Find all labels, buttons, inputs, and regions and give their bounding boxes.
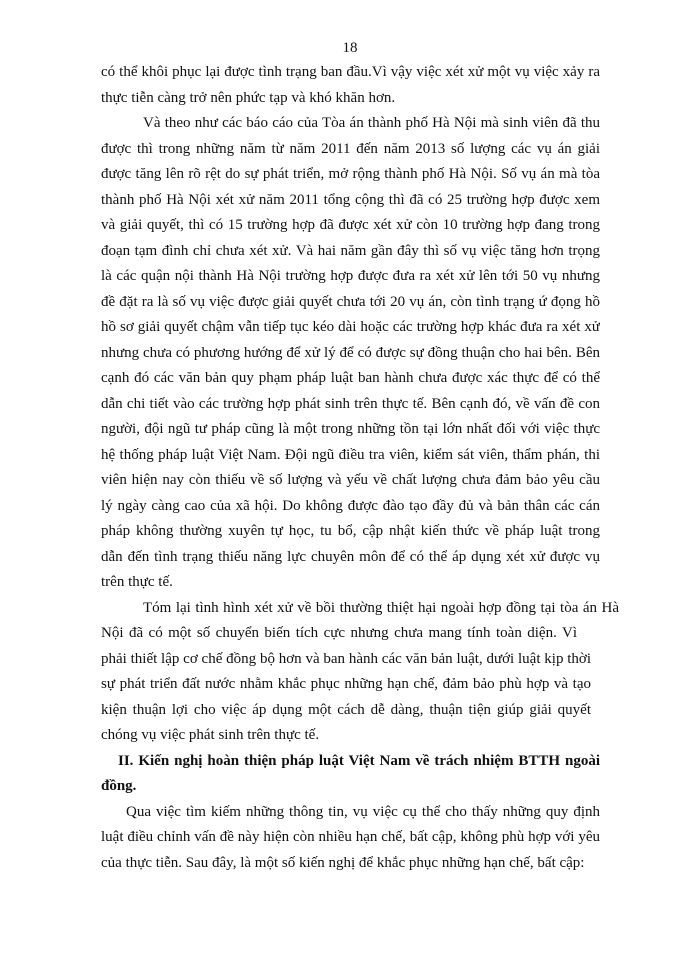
text-line: trên thực tế. <box>101 574 173 590</box>
text-line: thực tiễn càng trở nên phức tạp và khó khăn hơn. <box>101 89 396 106</box>
text-line: cạnh đó các văn bản quy phạm pháp luật ban hành chưa được xác thực để có thể <box>101 370 600 386</box>
text-line: Và theo như các báo cáo của Tòa án thành phố Hà Nội mà sinh viên đã thu <box>143 115 600 131</box>
text-line: được tăng lên rõ rệt do sự phát triển, mở rộng thành phố Hà Nội. Số vụ án mà tòa <box>101 166 600 182</box>
text-line: là các quận nội thành Hà Nội trường hợp được đưa ra xét xử lên tới 50 vụ nhưng <box>101 268 600 284</box>
text-line: Nội đã có một số chuyển biến tích cực nhưng chưa mang tính toàn diện. Vì <box>101 625 577 641</box>
text-line: Tóm lại tình hình xét xử về bồi thường thiệt hại ngoài hợp đồng tại tòa án Hà <box>143 599 619 616</box>
text-line: của thực tiễn. Sau đây, là một số kiến nghị để khắc phục những hạn chế, bất cập: <box>101 854 585 871</box>
section-heading-line: đồng. <box>101 778 137 794</box>
text-line: viên hiện nay còn thiếu về số lượng và yếu về chất lượng chưa đảm bảo yêu cầu <box>101 472 600 488</box>
text-line: đề đặt ra là số vụ việc được giải quyết chưa tới 20 vụ án, còn tình trạng ứ đọng hồ <box>101 293 600 310</box>
text-line: hồ sơ giải quyết chậm vẫn tiếp tục kéo dài hoặc các trường hợp khác đưa ra xét xử <box>101 319 600 335</box>
document-body <box>101 60 619 876</box>
text-line: nhưng chưa có phương hướng để xử lý để có được sự đồng thuận cho hai bên. Bên <box>101 344 600 361</box>
page-number: 18 <box>342 40 358 56</box>
text-line: kiện thuận lợi cho việc áp dụng một cách dễ dàng, thuận tiện giúp giải quyết <box>101 701 591 718</box>
text-line: lý ngày càng cao của xã hội. Do không được đào tạo đầy đủ và bản thân các cán <box>101 497 600 514</box>
text-line: có thể khôi phục lại được tình trạng ban đầu.Vì vậy việc xét xử một vụ việc xảy ra <box>101 64 600 80</box>
text-line: được thì trong những năm từ năm 2011 đến năm 2013 số lượng các vụ án giải <box>101 140 600 157</box>
text-line: dẫn chi tiết vào các trường hợp phát sinh trên thực tế. Bên cạnh đó, về vấn đề con <box>101 395 600 412</box>
text-line: Qua việc tìm kiếm những thông tin, vụ việc cụ thể cho thấy những quy định <box>126 803 600 820</box>
text-line: pháp không thường xuyên tự học, tu bổ, cập nhật kiến thức về pháp luật trong <box>101 523 600 539</box>
text-line: đoạn tạm đình chỉ chưa xét xử. Và hai năm gần đây thì số vụ việc tăng hơn trọng <box>101 242 600 259</box>
text-line: thành phố Hà Nội xét xử năm 2011 tổng cộng thì đã có 25 trường hợp được xem <box>101 191 600 208</box>
text-line: dẫn đến tình trạng thiếu năng lực chuyên môn để có thể áp dụng xét xử được vụ <box>101 548 600 565</box>
text-line: hệ thống pháp luật Việt Nam. Đội ngũ điều tra viên, kiểm sát viên, thẩm phán, thi <box>101 446 600 463</box>
text-line: sự phát triển đất nước nhằm khắc phục những hạn chế, đảm bảo phù hợp và tạo <box>101 676 591 692</box>
text-line: luật điều chỉnh vấn đề này hiện còn nhiều hạn chế, bất cập, không phù hợp với yêu <box>101 829 600 845</box>
text-line: người, đội ngũ tư pháp cũng là một trong những tồn tại lớn nhất đối với việc thực <box>101 421 600 437</box>
text-line: phải thiết lập cơ chế đồng bộ hơn và ban hành các văn bản luật, dưới luật kịp thời <box>101 650 591 667</box>
text-line: chóng vụ việc phát sinh trên thực tế. <box>101 727 320 743</box>
section-heading-line: II. Kiến nghị hoàn thiện pháp luật Việt Nam về trách nhiệm BTTH ngoài <box>118 752 600 769</box>
text-line: và giải quyết, thì có 15 trường hợp đã được xét xử còn 10 trường hợp đang trong <box>101 217 600 233</box>
